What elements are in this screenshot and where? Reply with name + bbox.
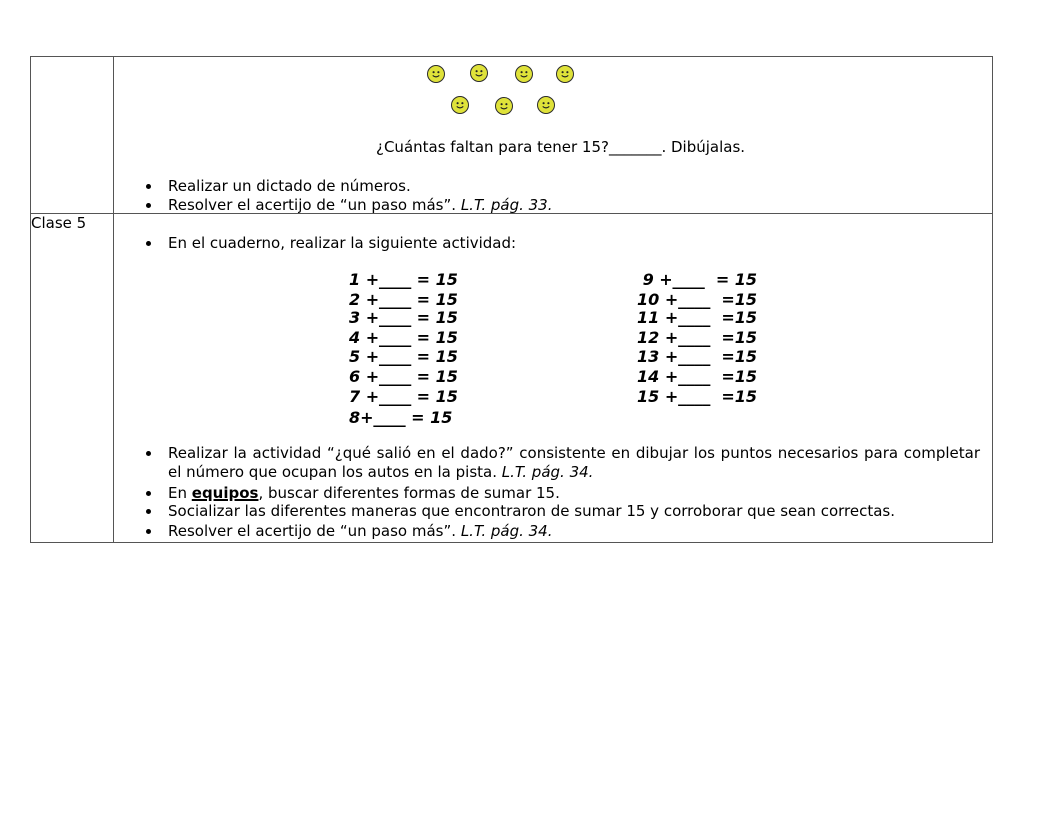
bullet-item: [168, 177, 980, 196]
equation-item: 12 +____ =15: [637, 328, 758, 347]
emphasized-word: equipos: [191, 484, 259, 502]
lesson-plan-table: [30, 56, 993, 543]
activity-cell: [114, 57, 993, 214]
equation-item: 11 +____ =15: [637, 308, 758, 327]
bullet-item: [168, 444, 980, 482]
question-text: ¿Cuántas faltan para tener 15?_______. Dibújalas.: [376, 138, 746, 156]
equation-item: 2 +____ = 15: [349, 290, 458, 309]
bullet-text: En el cuaderno, realizar la siguiente actividad:: [168, 234, 517, 252]
bullet-item: [168, 234, 980, 253]
class-label-cell: [31, 57, 114, 214]
table-row: [31, 57, 993, 214]
bullet-text: Socializar las diferentes maneras que encontraron de sumar 15 y corroborar que sean correctas.: [168, 502, 895, 520]
equation-item: 15 +____ =15: [637, 387, 758, 406]
smiley-face-icon: [515, 65, 533, 83]
equation-item: 8+____ = 15: [349, 408, 453, 427]
smiley-face-icon: [556, 65, 574, 83]
equation-item: 9 +____ = 15: [637, 270, 758, 289]
bullet-item: [168, 196, 980, 215]
equation-item: 6 +____ = 15: [349, 367, 458, 386]
bullet-text: , buscar diferentes formas de sumar 15.: [258, 484, 560, 502]
activity-cell: [114, 214, 993, 543]
bullet-item: [168, 502, 980, 521]
equation-item: 14 +____ =15: [637, 367, 758, 386]
bullet-text: Resolver el acertijo de “un paso más”.: [168, 522, 461, 540]
smiley-face-icon: [537, 96, 555, 114]
smiley-face-icon: [427, 65, 445, 83]
bullet-text: Realizar un dictado de números.: [168, 177, 411, 195]
bullet-text: En: [168, 484, 192, 502]
bullet-item: [168, 522, 980, 541]
equation-item: 1 +____ = 15: [349, 270, 458, 289]
bullet-item: [168, 484, 980, 503]
bullet-text: Resolver el acertijo de “un paso más”.: [168, 196, 461, 214]
equation-item: 13 +____ =15: [637, 347, 758, 366]
textbook-reference: L.T. pág. 34.: [501, 463, 594, 481]
smiley-face-icon: [451, 96, 469, 114]
equation-item: 5 +____ = 15: [349, 347, 458, 366]
bullet-text: Realizar la actividad “¿qué salió en el dado?” consistente en dibujar los puntos necesarios para completar el número que ocupan los autos en la pista.: [168, 444, 980, 481]
equation-item: 4 +____ = 15: [349, 328, 458, 347]
equation-item: 3 +____ = 15: [349, 308, 458, 327]
textbook-reference: L.T. pág. 33.: [460, 196, 553, 214]
smiley-face-icon: [495, 97, 513, 115]
equation-item: 7 +____ = 15: [349, 387, 458, 406]
equation-item: 10 +____ =15: [637, 290, 758, 309]
textbook-reference: L.T. pág. 34.: [460, 522, 553, 540]
class-label-cell: Clase 5: [31, 214, 114, 543]
table-row: [31, 214, 993, 543]
smiley-face-icon: [470, 64, 488, 82]
